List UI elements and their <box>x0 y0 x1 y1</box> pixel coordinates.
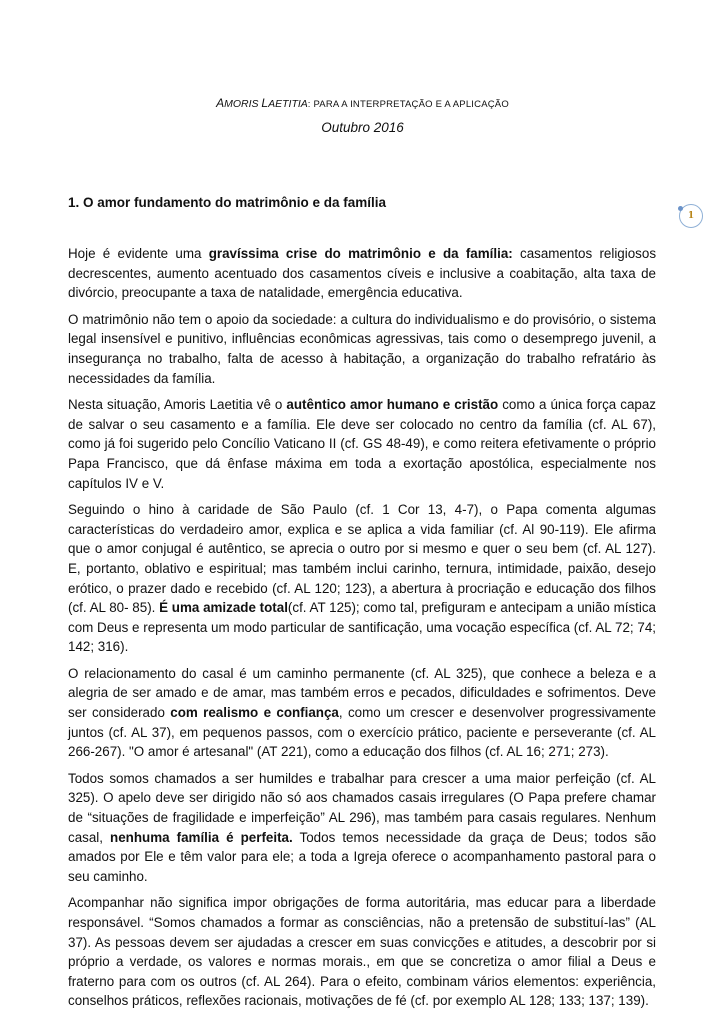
title-part-aetitia: AETITIA <box>268 98 308 110</box>
paragraph-4 <box>68 500 656 657</box>
paragraph-1 <box>68 244 656 303</box>
paragraph-text: O relacionamento do casal é um caminho permanente (cf. AL 325), que conhece a beleza e a alegria de ser amado e de amar, mas também erros e pecados, dificuldades e sofrimentos. Deve ser considerado <box>68 665 656 721</box>
paragraph-emphasis: com realismo e confiança <box>170 705 339 721</box>
page-number-badge: 1 <box>679 204 703 228</box>
title-initial-l: L <box>261 96 269 110</box>
paragraph-3 <box>68 395 656 493</box>
section-heading: 1. O amor fundamento do matrimônio e da família <box>68 195 387 210</box>
paragraph-text: Todos somos chamados a ser humildes e trabalhar para crescer a uma maior perfeição (cf. AL 325). O apelo deve ser dirigido não só aos chamados casais irregulares (O Papa prefere chamar de “situações de fragilidade e imperfeição” AL 296), mas também para casais regulares. Nenhum casal, <box>68 770 656 845</box>
paragraph-2 <box>68 310 656 388</box>
paragraph-text: Nesta situação, Amoris Laetitia vê o <box>68 397 287 413</box>
page-badge-dot <box>678 206 683 211</box>
paragraph-emphasis: gravíssima crise do matrimônio e da família: <box>208 246 513 261</box>
paragraph-text: , como um crescer e desenvolver progressivamente juntos (cf. AL 37), em pequenos passos, com o exercício prático, paciente e perseverante (cf. AL 266-267). "O amor é artesanal" (AT 221), como a educação dos filhos (cf. AL 16; 271; 273). <box>68 705 657 760</box>
paragraph-emphasis: nenhuma família é perfeita. <box>110 829 293 845</box>
paragraph-text: Todos temos necessidade da graça de Deus; todos são amados por Ele e têm valor para ele; a toda a Igreja oferece o acompanhamento pastoral para o seu caminho. <box>68 829 657 884</box>
paragraph-text: Acompanhar não significa impor obrigações de forma autoritária, mas educar para a liberdade responsável. “Somos chamados a formar as consciências, não a pretensão de substituí-las” (AL 37). As pessoas devem ser ajudadas a crescer em suas convicções e atitudes, a descobrir por si próprio a verdade, os valores e normas morais., em que se concretiza o amor filial a Deus e fraterno para com os outros (cf. AL 264). Para o efeito, combinam vários elementos: experiência, conselhos práticos, reflexões racionais, motivações de fé (cf. por exemplo AL 128; 133; 137; 139). <box>68 895 656 1009</box>
title-part-moris: MORIS <box>224 98 262 110</box>
paragraph-text: Seguindo o hino à caridade de São Paulo (cf. 1 Cor 13, 4-7), o Papa comenta algumas características do verdadeiro amor, explica e se aplica a vida familiar (cf. Al 90-119). Ele afirma que o amor conjugal é autêntico, se aprecia o outro por si mesmo e quer o seu bem (cf. AL 127). E, portanto, oblativo e espiritual; mas também inclui carinho, ternura, intimidade, paixão, desejo erótico, o prazer dado e recebido (cf. AL 120; 123), a abertura à procriação e educação dos filhos (cf. AL 80- 85). <box>68 502 656 616</box>
paragraph-emphasis: É uma amizade total <box>159 600 288 616</box>
title-initial-a: A <box>216 96 225 110</box>
paragraph-emphasis: autêntico amor humano e cristão <box>286 397 499 413</box>
document-date: Outubro 2016 <box>321 120 404 135</box>
paragraph-text: O matrimônio não tem o apoio da sociedade: a cultura do individualismo e do provisório, o sistema legal insensível e punitivo, influências econômicas agressivas, tais como o desemprego juvenil, a insegurança no trabalho, falta de acesso à habitação, a organização do trabalho refratário às necessidades da família. <box>68 311 656 386</box>
paragraph-7 <box>68 893 656 1011</box>
title-subtitle: : PARA A INTERPRETAÇÃO E A APLICAÇÃO <box>307 99 509 110</box>
paragraph-text: casamentos religiosos decrescentes, aumento acentuado dos casamentos cíveis e inclusive a coabitação, alta taxa de divórcio, preocupante a taxa de natalidade, emergência educativa. <box>68 246 657 301</box>
paragraph-5 <box>68 664 656 762</box>
paragraph-text: Hoje é evidente uma <box>68 246 209 261</box>
body-text <box>68 244 656 1018</box>
paragraph-6 <box>68 769 656 887</box>
paragraph-text: como a única força capaz de salvar o seu casamento e a família. Ele deve ser colocado no centro da família (cf. AL 67), como já foi sugerido pelo Concílio Vaticano II (cf. GS 48-49), e como reitera efetivamente o próprio Papa Francisco, que dá ênfase máxima em toda a exortação apostólica, especialmente nos capítulos IV e V. <box>68 397 656 491</box>
paragraph-text: (cf. AT 125); como tal, prefiguram e antecipam a união mística com Deus e representa um modo particular de santificação, uma vocação específica (cf. AL 72; 74; 142; 316). <box>68 600 657 655</box>
document-header-title <box>0 96 725 110</box>
